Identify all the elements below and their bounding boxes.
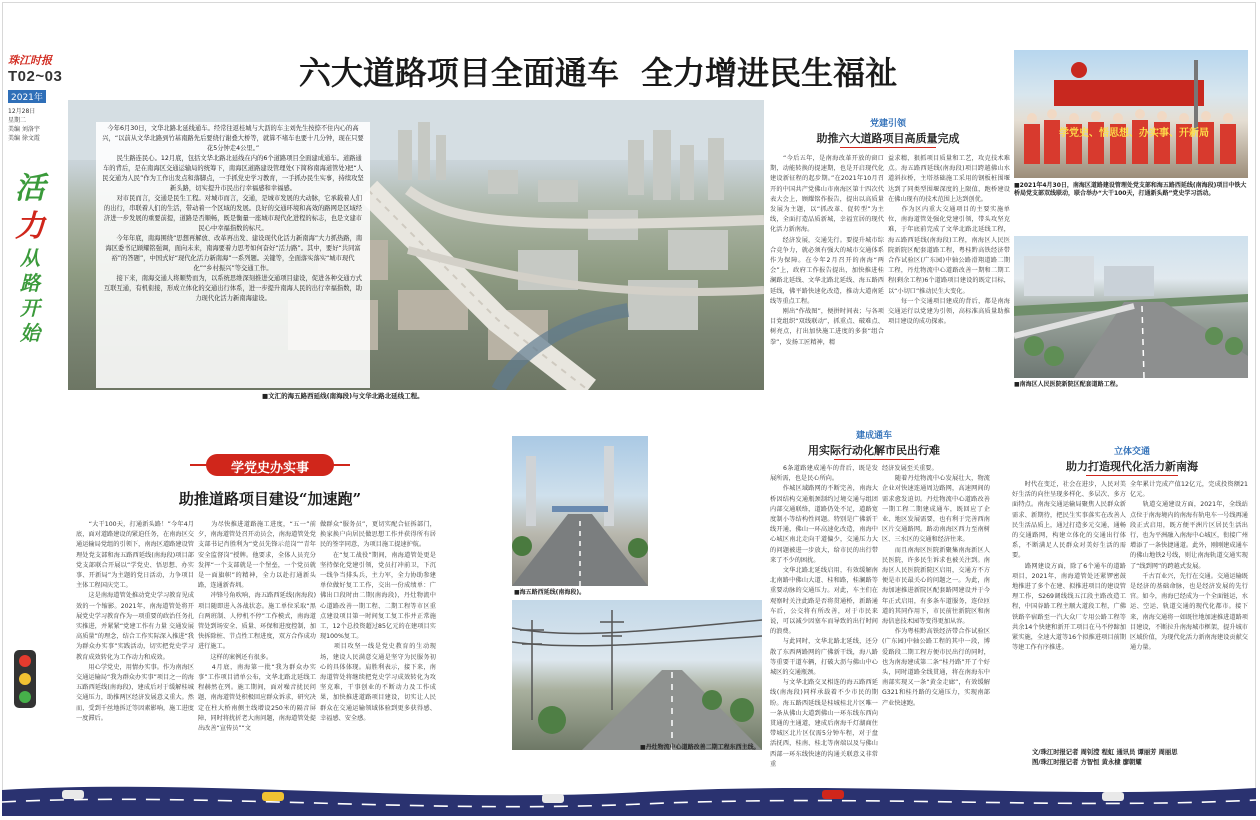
completed-section-kicker: 建成通车	[855, 431, 892, 441]
issue-weekday: 星期二	[8, 117, 27, 124]
haiwu-road-caption: ■海五路西延线(南海段)。	[514, 589, 586, 596]
slogan-char-1: 活	[15, 171, 45, 206]
party-section-rule	[840, 147, 936, 148]
hospital-road-caption: ■南海区人民医院新院区配套道路工程。	[1014, 381, 1122, 388]
completed-section-headline: 用实际行动化解市民出行难	[808, 444, 940, 457]
page-number: T02~03	[8, 68, 63, 85]
credits-photo-line: 图/珠江时报记者 方智恒 黄永棣 廖朝耀	[1032, 759, 1142, 766]
party-history-banner-text: 学党史办实事	[230, 461, 309, 476]
credits-text-line: 文/珠江时报记者 周钊滢 程虹 通讯员 谭丽芳 周丽思	[1032, 749, 1178, 756]
lead-paragraph: 今年6月30日，文华北路北延线通车。经常往返桂城与大沥的车主刘先生按捺不住内心的高兴，“以前从文华北路到竹基南路先后要绕行谢叠大桥等，就算不堵车也要十几分钟，现在只要花5分钟走4公里。” 民生路连民心。12月底，包括文华北路北延线在内的6个道路项目全面建成通车。道路通车的背后，是在南海区交通运输局的统筹下，南海区道路建设管理处(下简称南海道管处)把“人民交通为人民”作为工作出发点和落脚点，一手抓党史学习教育，一手抓办民生实事，持续攻坚新头路，切实提升市民出行幸福感和幸福感。 对市民而言，交通是民生工程。对城市而言，交通，是城市发展的大动脉，它承载着人们的出行，串联着人们的生活，带动着一个区域的发展。良好的交通环境和高效的路网是区域经济进一步发展的重要前提，道路是否顺畅，既是衡量一座城市现代化进程的标志，也是文建市民心中幸福指数的标尺。 今年年底，南海围绕“思想再解放、改革再出发、建设现代化活力新南海”大力抓热路，南海区委书记顾耀铭强调，面向未来，南海要着力思考如何奋好“活力路”。其中，要好“共同富裕”的答题”，中国式好“现代化活力新南海”一系列题。关键等，全面落实落实“城市现代化”“乡村振兴”等交通工作。 接下来，南海交通人将顺势而为，以系统思维深刻推进交通项目建设，促进各种交通方式互联互通，有机衔接，形成立体化的交通出行体系，进一步提升南海人民的出行幸福指数，助力现代化活力新南海建设。	[96, 122, 370, 388]
slogan-char-5: 开	[20, 296, 40, 320]
party-history-col2: 为尽快推进道路施工进度，“五一”前夕，南海道管处召开动员会，南海道管处党支部书记肖胜利为“党员先锋示范岗”“青年安全监督岗”授牌。他要求，全体人员充分发挥“一个支部就是一个堡垒，一个党员就是一面旗帜”的精神，全力以赴打通新头路，连通新杏圳。 冲锋号角吹响，海五路西延线(南海段)项目随即进入各战状态。施工单位采取“黑白两班制、人停机不停”工作模式，南海道管处到场安全、质量、环保和进度控制，加快拆除桩、节点性工程进度，双方合作成功进行施工。 这样的案例还有很多。 4月底，南海第一批“我为群众办实事”工作项目清单公布，文华北路北延线工程赫然在列。施工期间，面对噪音扰民问题，南海道管处积极回应群众诉求，研究决定在柱大桥南侧主线增设250米的隔音屏障，同时将扰折老大南问题，南海道管处提出改善“宣传员”“文	[198, 521, 316, 733]
party-history-banner	[190, 454, 350, 476]
party-section-col1: “今后五年，是南海改革开放的窗口期，动能转换的提速期，也是开启现代化建设新征程的起步期。”在2021年10月召开的中国共产党佛山市南海区第十四次代表大会上，顾耀铭作报告，提出以高质量发展为主题，以“抓改革、促转型”为主线，全面打造品质新城，幸福宜居的现代化活力新南海。 经济发展，交通先行。要提升城市综合竞争力，就必须有强大的城市交通体系作为保障。在今年2月召开的南海“两会”上，政府工作报告提出，加快推进桂澜路北延线、文华北路北延线、海五路西延线，佛平路快速化改造，推动大道南延线等重点工程。 刚出“作战图”，便拼时间表；与各项目党组织“双线联动”，抓重点、破难点、树亮点，打出加快施工进度的多套“组合拳”，发扬工匠精神，精	[770, 155, 884, 346]
party-event-photo	[1014, 50, 1248, 178]
slogan-char-6: 始	[20, 321, 40, 345]
completed-section-rule	[834, 459, 914, 460]
year-badge: 2021年	[8, 90, 46, 103]
event-photo-graphic	[1014, 50, 1248, 178]
vision-section-kicker: 立体交通	[1113, 447, 1150, 457]
event-banner-text: 学党史、悟思想、办实事、开新局	[1059, 128, 1209, 139]
main-headline: 六大道路项目全面通车 全力增进民生福祉	[298, 54, 898, 92]
danzao-road-photo	[512, 600, 762, 750]
vision-section-headline: 助力打造现代化活力新南海	[1066, 460, 1198, 473]
danzao-photo-graphic	[512, 600, 762, 750]
designer-credit: 美编 徐文霞	[8, 135, 40, 142]
issue-date: 12月28日	[8, 108, 36, 115]
vision-section-rule	[1086, 475, 1178, 476]
editor-credit: 美编 刘洛宇	[8, 126, 40, 133]
traffic-light-icon	[14, 650, 36, 708]
road-footer-graphic	[2, 770, 1256, 816]
article-credits	[1032, 748, 1252, 768]
slogan-char-4: 路	[20, 271, 40, 295]
party-history-headline: 助推道路项目建设“加速跑”	[178, 490, 362, 508]
danzao-road-caption: ■丹灶物流中心道路改善二期工程东西主线。	[640, 744, 760, 751]
side-slogan	[14, 170, 46, 346]
newspaper-logo: 珠江时报	[8, 54, 52, 67]
party-history-col1: “大干100天，打通新头路！”今年4月底，面对道路建设的紧迫任务，在南海区交通运输局党组的引领下，南海区道路建设管理处党支部和海五路西延线(南海段)项目部党支部联合开展以“学党史、悟思想、办实事、开新局”为主题的党日活动，力争项目主体工程国庆完工。 这是南海道管处推动党史学习教育见成效的一个缩影。2021年，南海道管处将开展党史学习教育作为一项重要的政治任务扎实推进，并紧紧“党建工作有力量 交通发展高质量”的理念，结合工作实际深入推进“我为群众办实事”实践活动，切实把党史学习教育成效转化为工作动力和成效。 用心学党史，用情办实事。作为南海区交通运输局“我为群众办实事”项目之一的海五路西延线(南海段)，建成后对于缓解桂城交通压力，助推两区经济发展意义重大。然而，受到千丝地拆迁等因素影响，施工进度一度滞后。	[76, 521, 194, 722]
road-footer-decoration	[2, 770, 1256, 816]
slogan-char-3: 从	[20, 246, 40, 270]
vision-section-col1: 时代在变迁，社会在进步，人民对美好生活的向往呈现多样化、多层次、多方面特点。南海交通运输局聚焦人民群众新需求、新期待，把民生实事落实在改善人民生活品质上，通过打造多元交通，通畅的交通路网，构建立体化的交通出行体系，不断满足人民群众对美好生活的需要。 路网建设方面，除了6个通车的道路项目，2021年，南海道管处还紧锣密鼓地推进了多个在建、拟推进项目的建设管理工作，S269调线线五江段主路改造工程，中国谷路工程主顺大道段工程，广佛铁路辛宿路至一汽大众厂专用公路工程等共余14个快建和新开工项目在马不停蹄加紧实施，全速大道等16个拟推进项目前期等建工作有序推进。	[1012, 481, 1126, 652]
party-history-col3: 做群众“服务员”，更切实配合征拆部门，换家换户向居民做思想工作并获得所有居民的签字同意，为项目施工提速护航。 在“复工战役”期间，南海道管处更是坚持保化党建引领，党员打冲前卫，下沉一线争当排头兵，主力军，全力协助参建单位做好复工工作，交出一份成绩单：广佛出口段时由二期(南海段)，丹灶物流中心道路改善一期工程、二期工程等市区重点建设项目第一时间复工复工作并正常施工，12个总投资超过85亿元的在建项目实现100%复工。 项目攻坚一线是党史教育的生动现场，建设人民满意交通是坚守为民服务初心的具体体现。肩胜利表示，接下来，南海道管处将继续把党史学习成效转化为攻坚克难，干事创业的不断动力及工作成果，加快推进道路项目建设，切实让人民群众在交通运输领域体验到更多获得感、幸福感、安全感。	[320, 521, 436, 722]
party-section-kicker: 党建引领	[869, 119, 906, 129]
party-section-headline: 助推六大道路项目高质量完成	[816, 132, 960, 145]
haiwu-road-photo	[512, 436, 648, 586]
completed-section-col1: 6条道路建成通车的背后，既是发展所需，也是民心所向。 作城区域路网的不断完善，南海大桥因结构交通瓶颈制约过境交通与组团内部交通联络，道路仍处不足，道路宽度制小等结构性问题。特别是广佛新干线开通，佛山一环高速化改造，南海中心城区南北走向干道偏少，交通压力大的问题被进一步放大，给市民的出行带来了不少的困扰。 文华北路北延线启用，有效缓解南北南路中佛山大道、桂和路，桂澜路等重要动脉的交通压力。对此，车主们在观察时关注此路是否将贯通桥，新路通车后，公交将有所改善，对于市民来说，可以减少因塞车而导致的出行时间的浪费。 与此同时，文华北路北延线，还分散了东西两路网的广佛新干线，海八路等重要干道车辆，打破大沥与佛山中心城区的交通瓶颈。 与文华北路交叉相连的海五路西延线(南海段)同样承载着不少市民的期盼。海五路西延线是桂城桂北片区唯一一条从佛山大道到佛山一环东线东西向贯通的主通道，建成后南海千灯湖商住带城区北片区仅需5分钟车程，对于盘活抚西，桂南、桂北等南端以及与佛山西部一环东线快速的沟通关联意义非常重	[770, 465, 878, 768]
completed-section-col2: 经济发展至关重要。 随着丹灶物流中心发展壮大，物流企业对快速连通周边路网，高速网间的需求愈发迫切。丹灶物流中心道路改善一期工程二期建成通车，既回应了企业、地区发展需要，也有利于完善西南区片交通路网。路动南海区西力至南树区、三水区的交通和经济往来。 而且南海区医院新聚集南海新区人民医院，许多民生诉求也被关注到。南海区人民医院新院区启用，交通方不方便是市民最关心的问题之一。为此，南海加速推进新院区配套路网建设并于今年正式启用，有多条车道服务，连位匝道的其同作用下，市民前往新院区和南海信息技术园等变得更加从容。 作为粤桂黔高铁经济带合作试验区(广东园)中轴公路工程的其中一段，博爱路段二期工程方便市民出行的同时，也为南海建成第二条“桂丹路”开了个好头，同时道路全线贯通，将在南海东中南部实现又一条“黄金走廊”，有效缓解G321和桂丹路的交通压力，实现南部产业快速跑。	[882, 465, 990, 707]
haiwu-photo-graphic	[512, 436, 648, 586]
vision-section-col2: 全年累计完成产值12亿元，完成投资额21亿元。 轨道交通建设方面，2021年，全线站点位于南海境内的南海有轨电车一号线再通段正式启用，既方便平洲片区居民生活出行，也为平洲融入南海中心城区，衔接广州增添了一条快捷通道。此外，刚刚建成通车的佛山地铁2号线，则让南海轨道交通实现了“线到网”的跨越式发展。 千古百业兴，先行在交通。交通运输既是经济的基础命脉，也是经济发展的先行官。如今，南海已经成为一个全面链运，水运、空运、轨道交通的现代化都市。接下来，南海交通将一如既往地加速推进道路项目建设，不断拉升南海城市框架，提升城市区域价值，为现代化活力新南海建设贡献交通力量。	[1130, 481, 1248, 652]
party-event-caption: ■2021年4月30日，南海区道路建设管理处党支部和海五路西延线(南海段)项目中铁大桥局党支部双线联动，联合举办“大干100天，打通新头路”党史学习活动。	[1014, 182, 1247, 197]
hospital-photo-graphic	[1014, 236, 1248, 378]
hospital-road-photo	[1014, 236, 1248, 378]
slogan-char-2: 力	[15, 209, 45, 244]
lead-photo-caption: ■文汇的海五路西延线(南海段)与文华北路北延线工程。	[262, 392, 424, 400]
party-section-col2: 益求精，狠抓项目质量和工艺，攻克技术难点。海五路西延线(南海段)项目跨越佛山水道斜拉桥，主塔基础施工采用的钢板桩围堰达到了同类型围堰深度的上限值，跑桥建设在佛山现有的技术范围上达到创优。 作为区内重大交通项目的主要实施单位，南海道管处强化党建引领，带头攻坚克难，于年底前完成了文华北路北延线工程，海五路西延线(南海段)工程，南海区人民医院新院区配套道路工程，粤桂黔高铁经济带合作试验区(广东园)中轴公路滑翔道路二期工程，丹灶物流中心道路改善一期和二期工程(剩余工程)6个道路项目建设的既定目标，以“小切口”推动民生大变化。 每一个交通项目建成的背后，都是南海交通运行以党建为引领，高标准高质量助推项目建设的成功探索。	[888, 155, 1010, 326]
